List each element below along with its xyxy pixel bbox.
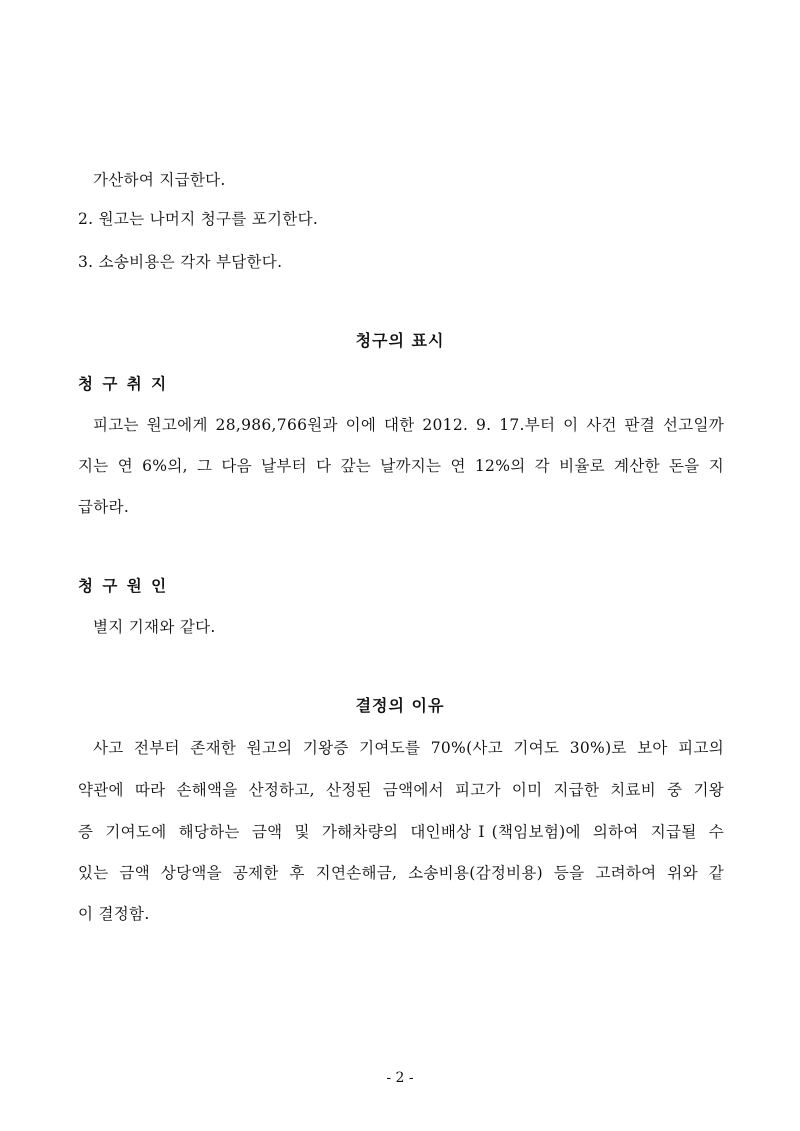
claim-purpose-label: 청 구 취 지 [78, 375, 167, 393]
reasons-line-5: 이 결정함. [78, 905, 150, 923]
claim-purpose-line-3: 급하라. [78, 498, 130, 516]
reasons-line-3: 증 기여도에 해당하는 금액 및 가해차량의 대인배상Ⅰ(책임보험)에 의하여 지급될 수 [78, 823, 724, 841]
reasons-line-1: 사고 전부터 존재한 원고의 기왕증 기여도를 70%(사고 기여도 30%)로 보아 피고의 [93, 739, 724, 757]
reasons-heading: 결정의 이유 [355, 696, 445, 715]
claim-purpose-line-2: 지는 연 6%의, 그 다음 날부터 다 갚는 날까지는 연 12%의 각 비율로 계산한 돈을 지 [78, 457, 724, 475]
claim-cause-label: 청 구 원 인 [78, 577, 167, 595]
item-2: 2. 원고는 나머지 청구를 포기한다. [78, 210, 319, 228]
claim-cause-text: 별지 기재와 같다. [93, 618, 216, 636]
claim-purpose-line-1: 피고는 원고에게 28,986,766원과 이에 대한 2012. 9. 17.부터 이 사건 판결 선고일까 [93, 416, 724, 434]
item-3: 3. 소송비용은 각자 부담한다. [78, 253, 283, 271]
item-1-continuation: 가산하여 지급한다. [93, 171, 226, 189]
page-number: - 2 - [386, 1070, 414, 1086]
claim-display-heading: 청구의 표시 [355, 331, 445, 350]
reasons-line-4: 있는 금액 상당액을 공제한 후 지연손해금, 소송비용(감정비용) 등을 고려하여 위와 같 [78, 864, 724, 882]
reasons-line-2: 약관에 따라 손해액을 산정하고, 산정된 금액에서 피고가 이미 지급한 치료비 중 기왕 [78, 781, 724, 799]
